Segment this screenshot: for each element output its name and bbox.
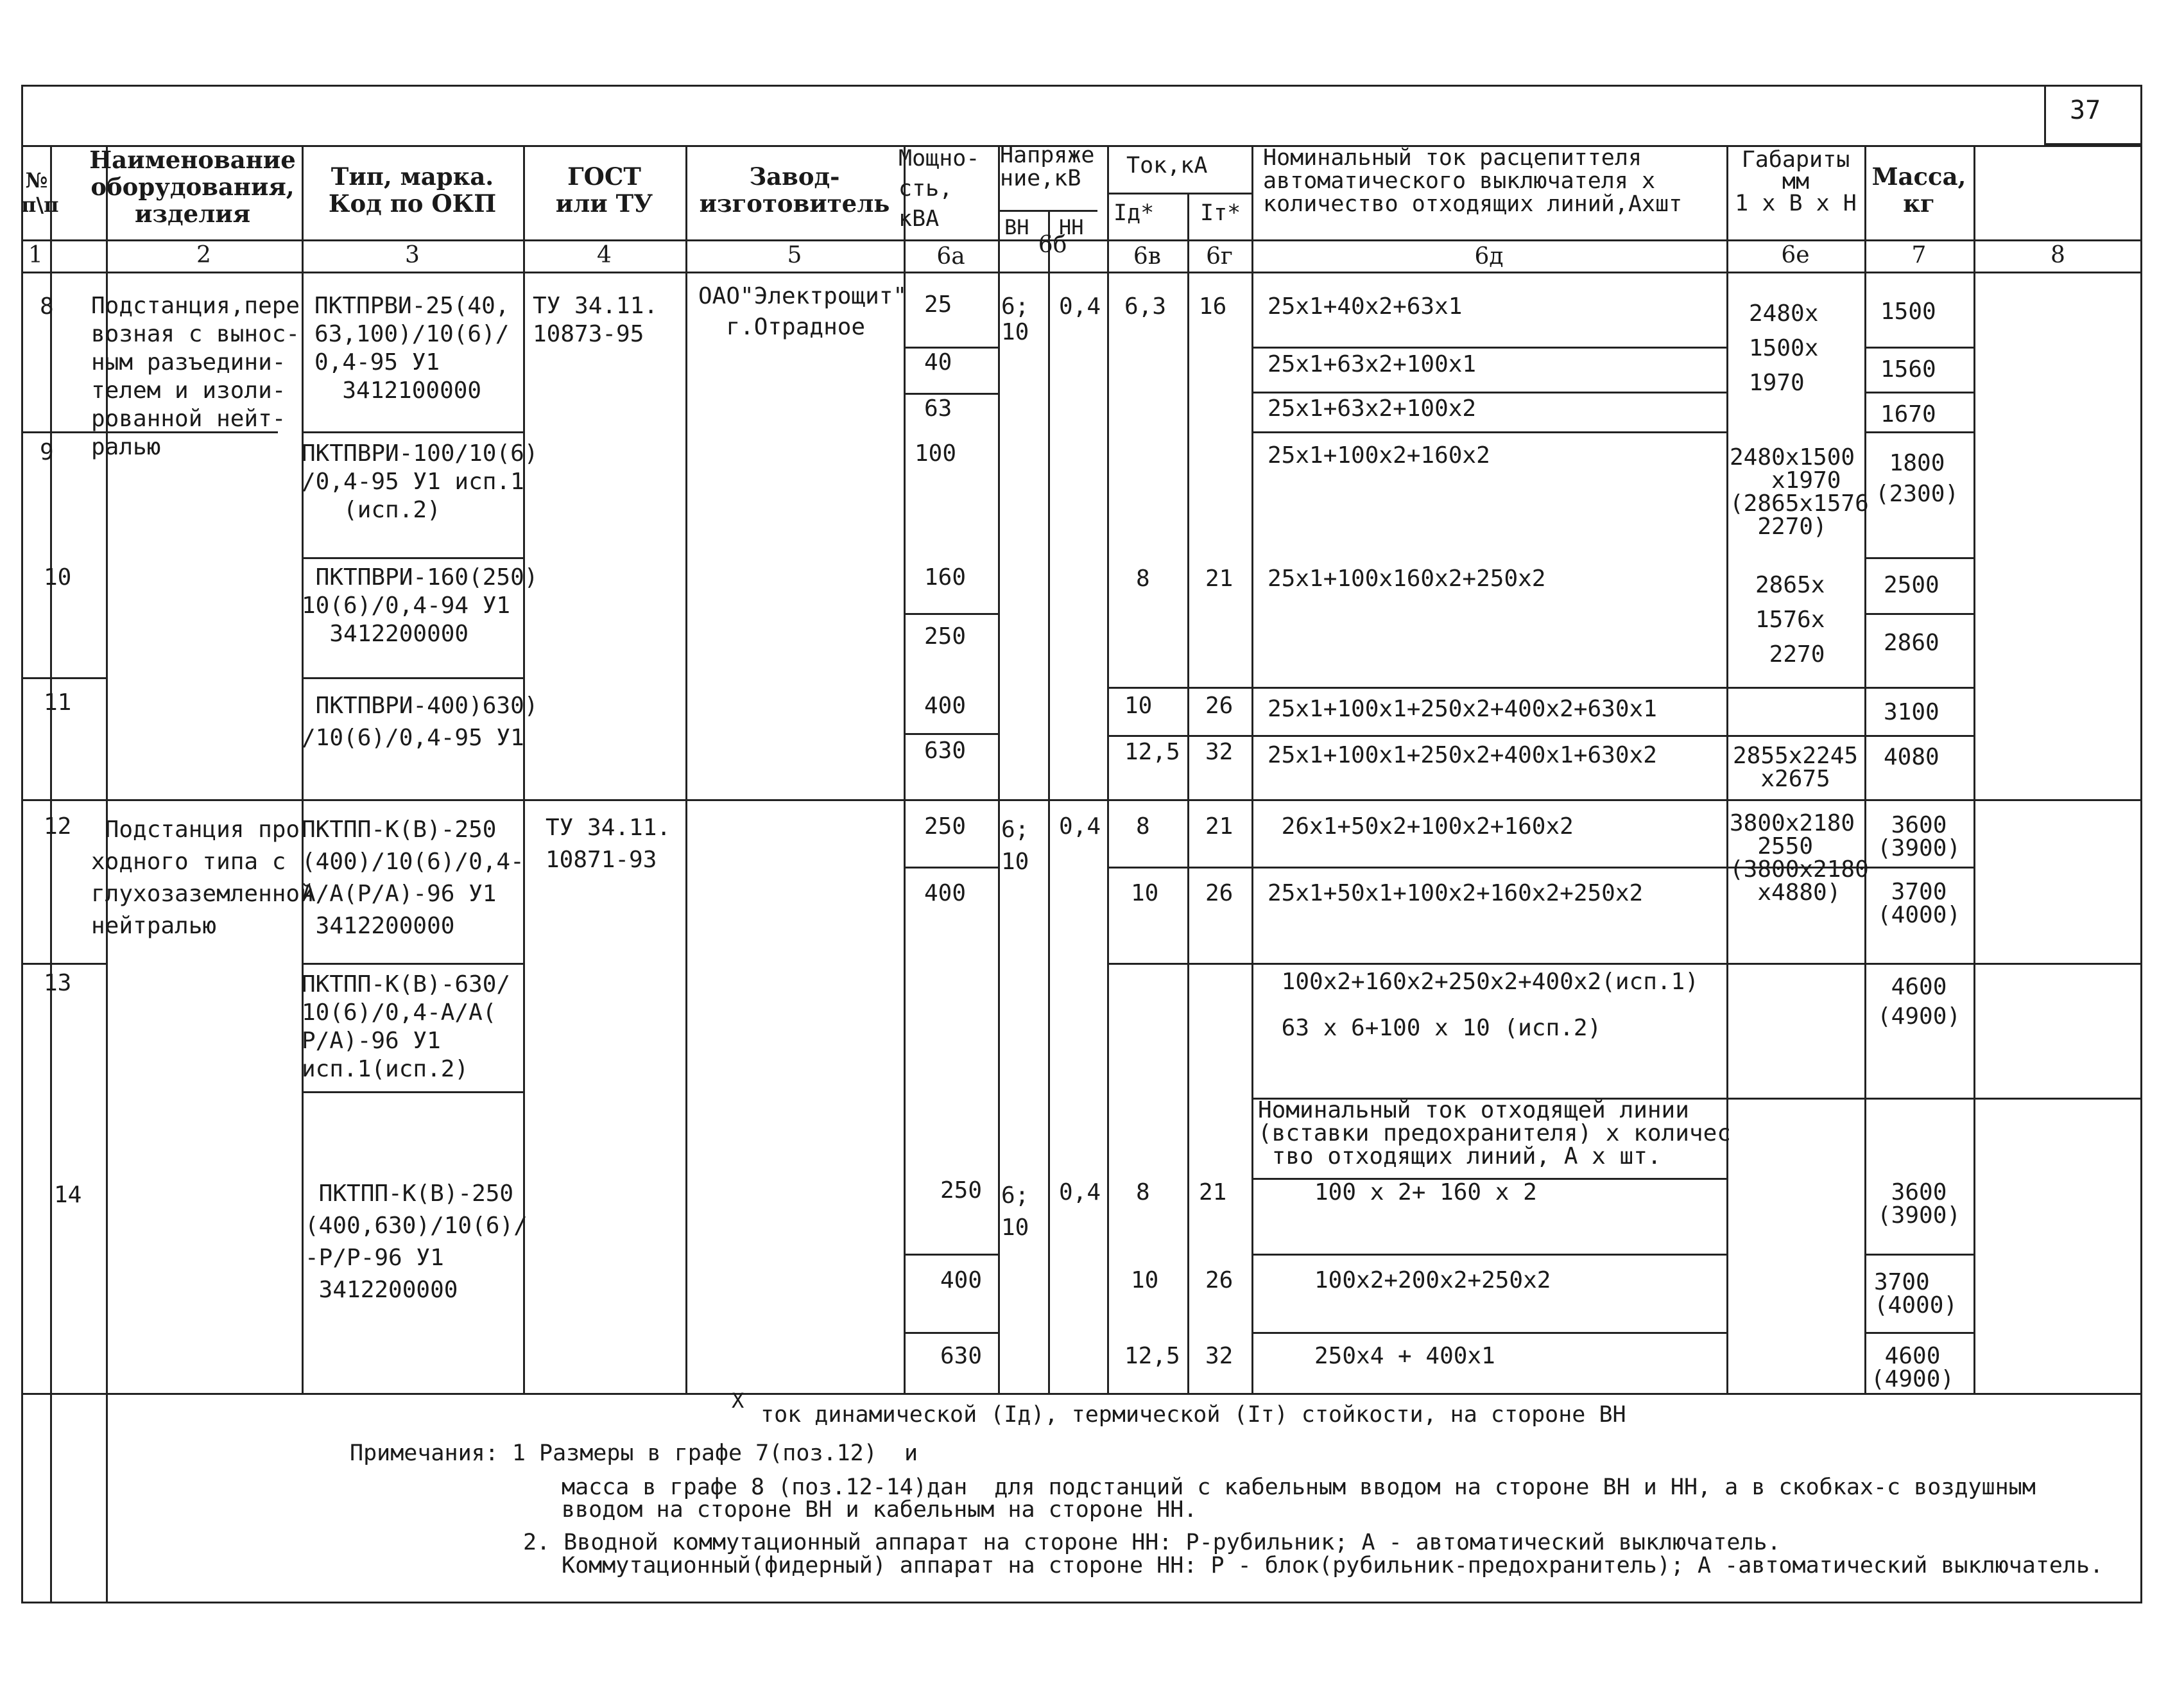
header-voltage-nn: НН — [1059, 215, 1084, 239]
colnum-6g: 6г — [1206, 243, 1233, 270]
row10-type: ПКТПВРИ-160(250) 10(6)/0,4-94 У1 3412200000 — [302, 564, 538, 647]
mass-sep-2 — [1864, 392, 1973, 393]
row12-mass-2: 3700 (4000) — [1877, 879, 1961, 928]
colnum-7: 7 — [1911, 242, 1927, 268]
row10-mass-1: 2500 — [1884, 572, 1939, 598]
mass-sep-5 — [1864, 613, 1973, 615]
row12-name: Подстанция про ходного типа с глухозаземленной нейтралью — [91, 817, 314, 939]
header-current: Ток,кА — [1126, 153, 1208, 178]
header-current-it: Iт* — [1200, 200, 1241, 226]
row14-mass-3: 4600 (4900) — [1871, 1343, 1955, 1392]
breaker-sep-2 — [1251, 392, 1726, 393]
colnum-2: 2 — [196, 242, 211, 268]
table-bottom-line — [21, 1393, 2142, 1395]
header-name: Наименование оборудования, изделия — [89, 146, 296, 228]
row11-breaker-1: 25х1+100х1+250х2+400х2+630х1 — [1268, 696, 1657, 722]
colnum-bottom-line — [21, 272, 2142, 273]
row8-power-25: 25 — [924, 291, 952, 318]
fuse-sep-3 — [1251, 1332, 1726, 1334]
colnum-6a: 6а — [936, 243, 965, 270]
row8-current-it: 16 — [1199, 293, 1227, 320]
colnum-4: 4 — [597, 242, 612, 268]
row11-current-it-2: 32 — [1205, 739, 1234, 765]
row-sep-10-11 — [21, 677, 108, 679]
row14-power-400: 400 — [940, 1267, 983, 1293]
row14-voltage-nn: 0,4 — [1059, 1179, 1101, 1205]
row14-mass-1: 3600 (3900) — [1877, 1179, 1961, 1229]
notes-label: Примечания: 1 Размеры в графе 7(поз.12) и — [350, 1440, 918, 1466]
row10-current-id: 8 — [1136, 566, 1150, 592]
mass-sep-1 — [1864, 347, 1973, 349]
row12-current-id-2: 10 — [1131, 880, 1159, 906]
row13-number: 13 — [44, 970, 72, 996]
row-sep-12-13-c — [1107, 963, 2140, 965]
power-sep-2 — [904, 393, 998, 395]
row14-subheader: Номинальный ток отходящей линии (вставки предохранителя) х количес тво отходящих линий, А х шт. — [1258, 1097, 1731, 1170]
row14-current-it-3: 32 — [1205, 1343, 1234, 1369]
col-line-9 — [1107, 145, 1109, 1393]
row14-current-id-1: 8 — [1136, 1179, 1150, 1205]
row8-number: 8 — [40, 293, 54, 320]
row12-current-id-1: 8 — [1136, 813, 1150, 840]
row-sep-12-13 — [21, 963, 108, 965]
row12-breaker-1: 26х1+50х2+100х2+160х2 — [1268, 813, 1574, 840]
row12-breaker-2: 25х1+50х1+100х2+160х2+250х2 — [1268, 880, 1644, 906]
row12-number: 12 — [44, 813, 72, 840]
mass-sep-3 — [1864, 431, 1973, 433]
row13-mass: 4600 (4900) — [1877, 974, 1961, 1030]
power-sep-5 — [904, 867, 998, 868]
breaker-sep-5 — [1107, 735, 1864, 737]
row11-current-id-2: 12,5 — [1124, 739, 1180, 765]
header-breaker: Номинальный ток расцепиттеля автоматического выключателя х количество отходящих линий,Ахшт — [1263, 145, 1683, 217]
mass-sep-8 — [1864, 867, 1973, 868]
footnote-asterisk: Х — [732, 1388, 744, 1413]
col-line-7 — [998, 145, 1000, 1393]
colnum-1: 1 — [28, 242, 43, 268]
header-maker: Завод- изготовитель — [699, 162, 890, 218]
row9-breaker: 25х1+100х2+160х2 — [1268, 442, 1490, 469]
header-power: Мощно- сть, кВА — [899, 146, 980, 232]
row12-mass-1: 3600 (3900) — [1877, 812, 1961, 861]
colnum-8: 8 — [2051, 242, 2065, 268]
row12-current-it-2: 26 — [1205, 880, 1234, 906]
power-sep-1 — [904, 347, 998, 349]
row-sep-12-13-b — [302, 963, 523, 965]
breaker-sep-1 — [1251, 347, 1726, 349]
row11-number: 11 — [44, 689, 72, 716]
mass-sep-9 — [1864, 1254, 1973, 1256]
power-sep-4 — [904, 733, 998, 735]
row8-breaker-2: 25х1+63х2+100х1 — [1268, 351, 1477, 377]
row8-current-id: 6,3 — [1124, 293, 1167, 320]
row8-mass-2: 1560 — [1880, 356, 1936, 383]
notes-line-3: вводом на стороне ВН и кабельным на стороне НН. — [562, 1497, 1198, 1523]
row14-current-it-2: 26 — [1205, 1267, 1234, 1293]
colnum-6b: 6б — [1038, 232, 1067, 258]
mass-sep-10 — [1864, 1332, 1973, 1334]
row9-type: ПКТПВРИ-100/10(6) /0,4-95 У1 исп.1 (исп.2) — [302, 440, 538, 523]
row11-dims: 2855х2245 х2675 — [1733, 743, 1859, 792]
row8-name: Подстанция,пере возная с вынос- ным разъедини- телем и изоли- рованной нейт- ралью — [91, 293, 300, 460]
colnum-6d: 6д — [1474, 243, 1504, 270]
row9-mass: 1800 (2300) — [1875, 450, 1959, 507]
notes-line-5: Коммутационный(фидерный) аппарат на стороне НН: Р - блок(рубильник-предохранитель); А -автоматический выключатель. — [562, 1553, 2104, 1578]
row11-power-630: 630 — [924, 738, 967, 764]
row12-dims: 3800х2180 2550 (3800х2180 х4880) — [1730, 810, 1869, 906]
row9-power: 100 — [915, 440, 957, 467]
fuse-sep-2 — [1251, 1254, 1726, 1256]
row14-fuse-3: 250х4 + 400х1 — [1314, 1343, 1495, 1369]
page-number: 37 — [2070, 96, 2101, 125]
row8-gost: ТУ 34.11. 10873-95 — [533, 293, 658, 347]
col-line-12 — [1726, 145, 1728, 1393]
header-dims: Габариты мм 1 х В х Н — [1735, 147, 1857, 216]
col-line-10 — [1187, 193, 1189, 1393]
row11-mass-1: 3100 — [1884, 699, 1939, 725]
mass-sep-6 — [1864, 687, 1973, 689]
row8-voltage-nn: 0,4 — [1059, 293, 1101, 320]
row-sep-10-11-b — [302, 677, 523, 679]
row14-current-it-1: 21 — [1199, 1179, 1227, 1205]
row14-power-630: 630 — [940, 1343, 983, 1369]
header-number: № п\п — [21, 168, 59, 217]
header-voltage-vn: ВН — [1004, 215, 1029, 239]
col-line-11 — [1251, 145, 1253, 1393]
row10-power-160: 160 — [924, 564, 967, 591]
row8-voltage-vn: 6; 10 — [1001, 293, 1029, 345]
breaker-sep-4 — [1107, 687, 1864, 689]
row-sep-8-9-b — [302, 431, 523, 433]
row8-dims: 2480х 1500х 1970 — [1749, 300, 1819, 396]
row12-power-400: 400 — [924, 880, 967, 906]
row10-number: 10 — [44, 564, 72, 591]
col-line-13 — [1864, 145, 1866, 1393]
row11-current-id-1: 10 — [1124, 693, 1153, 719]
row10-breaker: 25х1+100х160х2+250х2 — [1268, 566, 1546, 592]
row11-type: ПКТПВРИ-400)630) /10(6)/0,4-95 У1 — [302, 693, 538, 751]
row12-voltage-nn: 0,4 — [1059, 813, 1101, 840]
row8-type: ПКТПРВИ-25(40, 63,100)/10(6)/ 0,4-95 У1 3412100000 — [314, 293, 510, 404]
mass-sep-7 — [1864, 735, 1973, 737]
row13-breaker: 100х2+160х2+250х2+400х2(исп.1) 63 х 6+100 х 10 (исп.2) — [1281, 969, 1699, 1041]
row12-power-250: 250 — [924, 813, 967, 840]
power-sep-7 — [904, 1332, 998, 1334]
row-sep-9-10 — [302, 557, 523, 559]
row8-mass-3: 1670 — [1880, 401, 1936, 428]
row11-power-400: 400 — [924, 693, 967, 719]
notes-line-4: 2. Вводной коммутационный аппарат на стороне НН: Р-рубильник; А - автоматический выключатель. — [523, 1530, 1781, 1555]
colnum-6e: 6е — [1781, 242, 1810, 268]
row14-current-id-2: 10 — [1131, 1267, 1159, 1293]
header-current-id: Iд* — [1113, 200, 1155, 226]
row8-breaker-3: 25х1+63х2+100х2 — [1268, 395, 1477, 422]
row10-mass-2: 2860 — [1884, 630, 1939, 656]
power-sep-6 — [904, 1254, 998, 1256]
row11-mass-2: 4080 — [1884, 744, 1939, 770]
row10-dims: 2865х 1576х 2270 — [1755, 572, 1825, 668]
row11-breaker-2: 25х1+100х1+250х2+400х1+630х2 — [1268, 742, 1657, 768]
row9-number: 9 — [40, 439, 54, 465]
row8-power-63: 63 — [924, 395, 952, 422]
col-line-1 — [50, 145, 52, 1603]
row10-power-250: 250 — [924, 623, 967, 650]
row14-voltage-vn: 6; 10 — [1001, 1182, 1029, 1241]
row11-current-it-1: 26 — [1205, 693, 1234, 719]
row12-type: ПКТПП-К(В)-250 (400)/10(6)/0,4- А/А(Р/А)-96 У1 3412200000 — [302, 817, 524, 939]
breaker-sep-3 — [1251, 431, 1726, 433]
row8-breaker-1: 25х1+40х2+63х1 — [1268, 293, 1463, 320]
row-sep-11-12 — [21, 799, 2142, 801]
row12-voltage-vn: 6; 10 — [1001, 817, 1029, 875]
current-sub-line — [1107, 193, 1251, 194]
row13-type: ПКТПП-К(В)-630/ 10(6)/0,4-А/А( Р/А)-96 У1 исп.1(исп.2) — [302, 971, 511, 1082]
row12-current-it-1: 21 — [1205, 813, 1234, 840]
row-sep-13-14 — [302, 1091, 523, 1093]
row8-mass-1: 1500 — [1880, 298, 1936, 325]
row14-number: 14 — [54, 1182, 82, 1208]
row14-type: ПКТПП-К(В)-250 (400,630)/10(6)/ -Р/Р-96 У1 3412200000 — [305, 1180, 528, 1303]
col-line-5 — [685, 145, 687, 1393]
row8-maker: ОАО"Электрощит" г.Отрадное — [698, 283, 907, 340]
row12-gost: ТУ 34.11. 10871-93 — [546, 815, 671, 873]
colnum-3: 3 — [405, 242, 420, 268]
col-line-3 — [302, 145, 304, 1393]
power-sep-3 — [904, 613, 998, 615]
notes-line-2: масса в графе 8 (поз.12-14)дан для подстанций с кабельным вводом на стороне ВН и НН, а в скобках-с воздушным — [562, 1474, 2036, 1500]
header-type: Тип, марка. Код по ОКП — [328, 162, 497, 218]
colnum-6v: 6в — [1133, 243, 1162, 270]
footnote-text: ток динамической (Iд), термической (Iт) стойкости, на стороне ВН — [761, 1402, 1626, 1428]
row14-current-id-3: 12,5 — [1124, 1343, 1180, 1369]
col-line-8 — [1048, 210, 1050, 1393]
colnum-5: 5 — [787, 242, 802, 268]
row14-power-250: 250 — [940, 1177, 983, 1204]
row14-fuse-1: 100 х 2+ 160 х 2 — [1314, 1179, 1537, 1205]
header-gost: ГОСТ или ТУ — [555, 162, 653, 218]
row10-current-it: 21 — [1205, 566, 1234, 592]
row14-fuse-2: 100х2+200х2+250х2 — [1314, 1267, 1551, 1293]
row14-mass-2: 3700 (4000) — [1874, 1269, 1958, 1318]
header-mass: Масса, кг — [1871, 162, 1966, 218]
header-voltage: Напряже ние,кВ — [1000, 143, 1095, 191]
col-line-14 — [1973, 145, 1975, 1393]
mass-sep-4 — [1864, 557, 1973, 559]
row8-power-40: 40 — [924, 349, 952, 376]
row9-dims: 2480х1500 х1970 (2865х1576 2270) — [1730, 444, 1869, 540]
